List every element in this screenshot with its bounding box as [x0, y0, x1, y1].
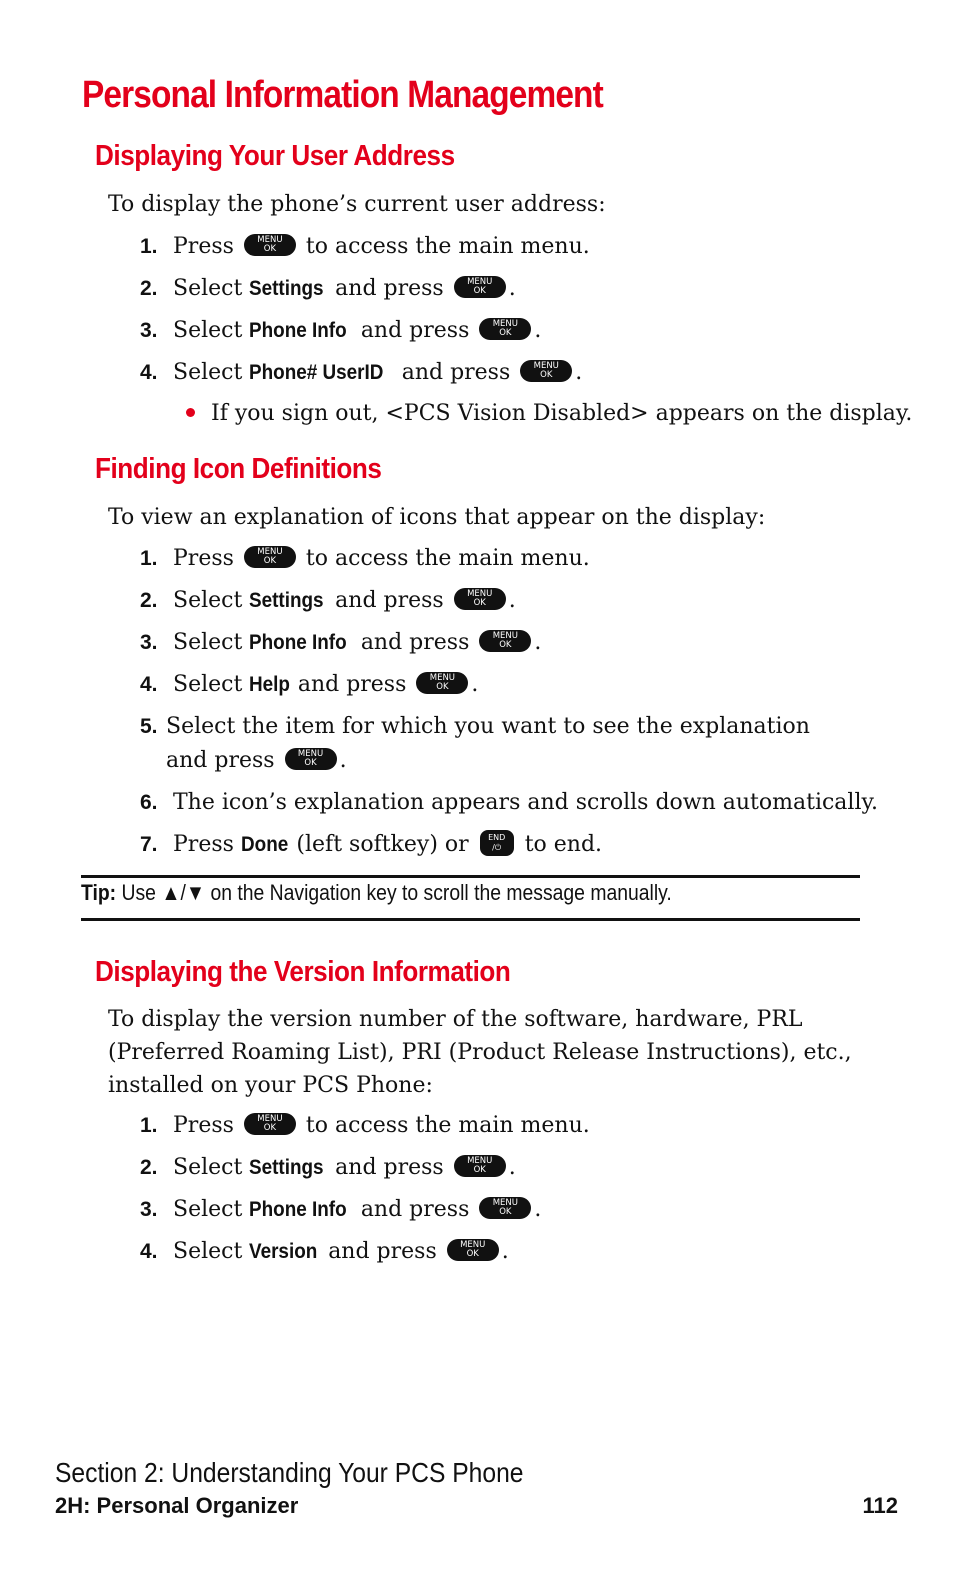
- step-item: 2. Select Settings and press MENU OK .: [140, 1151, 860, 1185]
- menu-ok-key-icon: MENU OK: [447, 1239, 499, 1261]
- tip-bottom-rule: [81, 918, 860, 921]
- menu-ok-key-icon: MENU OK: [479, 630, 531, 652]
- step-item: 2. Select Settings and press MENU OK .: [140, 272, 860, 306]
- menu-path-keyword: Phone Info: [249, 1198, 347, 1221]
- menu-path-keyword: Phone Info: [249, 319, 347, 342]
- tip-note: Tip: Use ▲/▼ on the Navigation key to scroll the message manually.: [81, 880, 672, 905]
- step-item: 5. Select the item for which you want to see the explanation and press MENU OK .: [140, 714, 810, 773]
- step-item: 7. Press Done (left softkey) or END /⏻ to end.: [140, 828, 860, 862]
- step-item: 4. Select Phone# UserID and press MENU OK .: [140, 356, 860, 390]
- page-number: 112: [862, 1493, 898, 1518]
- menu-ok-key-icon: MENU OK: [416, 672, 468, 694]
- step-item: 3. Select Phone Info and press MENU OK .: [140, 1193, 860, 1227]
- menu-ok-key-icon: MENU OK: [244, 1113, 296, 1135]
- menu-ok-key-icon: MENU OK: [285, 748, 337, 770]
- step-item: 4. Select Version and press MENU OK .: [140, 1235, 860, 1269]
- tip-top-rule: [81, 875, 860, 878]
- step-item: 1. Press MENU OK to access the main menu.: [140, 546, 590, 571]
- menu-ok-key-icon: MENU OK: [244, 234, 296, 256]
- page-title: Personal Information Management: [82, 74, 603, 116]
- step-item: 4. Select Help and press MENU OK .: [140, 668, 860, 702]
- menu-path-keyword: Settings: [249, 277, 324, 300]
- menu-path-keyword: Done: [240, 833, 289, 856]
- menu-path-keyword: Phone Info: [249, 631, 347, 654]
- intro-user-address: To display the phone’s current user address:: [108, 192, 606, 217]
- step-item: 1. Press MENU OK to access the main menu.: [140, 1113, 590, 1138]
- intro-icon-definitions: To view an explanation of icons that appear on the display:: [108, 505, 766, 530]
- step-item: 3. Select Phone Info and press MENU OK .: [140, 314, 860, 348]
- end-power-key-icon: END /⏻: [480, 830, 514, 856]
- bullet-note: If you sign out, <PCS Vision Disabled> appears on the display.: [186, 397, 912, 431]
- heading-version-info: Displaying the Version Information: [95, 956, 511, 988]
- menu-ok-key-icon: MENU OK: [479, 318, 531, 340]
- footer-chapter-title: 2H: Personal Organizer: [55, 1493, 299, 1518]
- step-item: 3. Select Phone Info and press MENU OK .: [140, 626, 860, 660]
- intro-version-info: To display the version number of the software, hardware, PRL (Preferred Roaming List), PRI (Product Release Instructions), etc., installed on your PCS Phone:: [108, 1007, 852, 1098]
- menu-path-keyword: Settings: [249, 589, 324, 612]
- menu-path-keyword: Settings: [249, 1156, 324, 1179]
- step-item: 6. The icon’s explanation appears and scrolls down automatically.: [140, 790, 878, 815]
- heading-icon-definitions: Finding Icon Definitions: [95, 453, 382, 485]
- menu-ok-key-icon: MENU OK: [479, 1197, 531, 1219]
- menu-ok-key-icon: MENU OK: [244, 546, 296, 568]
- menu-path-keyword: Help: [249, 673, 291, 696]
- tip-label: Tip:: [81, 880, 117, 905]
- menu-ok-key-icon: MENU OK: [520, 360, 572, 382]
- step-item: 2. Select Settings and press MENU OK .: [140, 584, 860, 618]
- footer-section-title: Section 2: Understanding Your PCS Phone: [55, 1457, 524, 1488]
- menu-ok-key-icon: MENU OK: [454, 276, 506, 298]
- step-item: 1. Press MENU OK to access the main menu.: [140, 234, 590, 259]
- heading-user-address: Displaying Your User Address: [95, 140, 455, 172]
- menu-path-keyword: Version: [249, 1240, 318, 1263]
- nav-arrows-icon: ▲/▼: [161, 880, 206, 905]
- bullet-dot-icon: [186, 408, 195, 417]
- menu-ok-key-icon: MENU OK: [454, 588, 506, 610]
- menu-ok-key-icon: MENU OK: [454, 1155, 506, 1177]
- menu-path-keyword: Phone# UserID: [249, 361, 384, 384]
